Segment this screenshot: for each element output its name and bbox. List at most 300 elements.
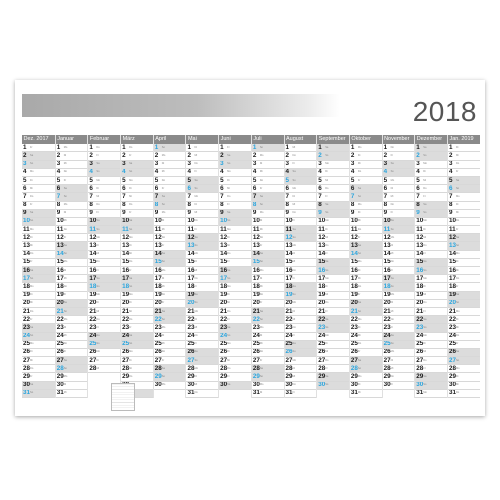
day-cell [121, 152, 153, 160]
day-cell [448, 226, 480, 234]
weekday-label: Di [63, 325, 67, 329]
day-number: 10 [56, 217, 64, 225]
day-cell [350, 382, 382, 390]
weekday-label: Do [455, 219, 460, 223]
weekday-label: Mo [325, 162, 329, 166]
day-cell [285, 373, 317, 381]
day-number: 8 [23, 201, 27, 209]
day-number: 15 [56, 258, 64, 266]
day-cell [285, 144, 317, 152]
day-number: 14 [154, 250, 162, 258]
weekday-label: Mi [325, 293, 328, 297]
weekday-label: Mi [194, 268, 198, 272]
day-number: 6 [56, 185, 61, 192]
weekday-label: Fr [325, 309, 328, 313]
weekday-label: So [129, 170, 133, 174]
day-cell [252, 365, 284, 373]
day-number: 18 [318, 283, 326, 290]
weekday-label: So [129, 342, 133, 346]
weekday-label: Fr [455, 342, 459, 346]
day-cell [285, 161, 317, 169]
day-cell [154, 275, 186, 283]
month-column [382, 135, 415, 398]
day-cell [383, 300, 415, 308]
month-header: Oktober [350, 135, 382, 144]
day-cell [383, 349, 415, 357]
day-cell [317, 316, 349, 324]
day-cell [383, 324, 415, 332]
day-number: 22 [154, 316, 162, 323]
day-cell [154, 193, 186, 201]
day-cell [186, 161, 218, 169]
weekday-label: Di [390, 358, 394, 362]
day-number: 10 [154, 217, 162, 225]
day-number: 16 [285, 267, 293, 274]
day-cell [285, 267, 317, 275]
weekday-label: Mo [161, 325, 166, 329]
day-number: 19 [448, 291, 456, 299]
day-cell [219, 152, 251, 160]
weekday-label: Di [96, 244, 99, 248]
day-cell [285, 226, 317, 234]
weekday-label: Sa [357, 358, 362, 362]
day-cell [252, 382, 284, 390]
day-cell [121, 169, 153, 177]
day-cell [383, 259, 415, 267]
day-cell [56, 333, 88, 341]
day-number: 5 [154, 176, 159, 184]
day-number: 12 [23, 234, 31, 241]
weekday-label: Mi [357, 162, 361, 166]
day-number: 20 [416, 299, 424, 307]
weekday-label: Fr [325, 194, 328, 198]
weekday-label: Sa [30, 268, 34, 272]
month-column [414, 135, 447, 398]
day-number: 25 [416, 340, 424, 348]
day-number: 17 [383, 275, 391, 282]
weekday-label: Do [30, 309, 34, 313]
day-number: 17 [318, 275, 326, 282]
day-number: 22 [416, 316, 424, 323]
weekday-label: Do [227, 252, 231, 256]
weekday-label: Fr [30, 203, 33, 207]
day-cell [88, 202, 120, 210]
weekday-label: Fr [390, 383, 394, 387]
day-number: 31 [448, 389, 456, 397]
day-cell [219, 308, 251, 316]
day-cell [154, 308, 186, 316]
day-number: 13 [122, 242, 130, 250]
day-number: 10 [122, 217, 130, 225]
weekday-label: Do [390, 375, 394, 379]
day-cell [121, 341, 153, 349]
day-number: 30 [220, 381, 228, 389]
weekday-label: Mi [259, 342, 263, 346]
weekday-label: Fr [259, 186, 263, 190]
day-cell [186, 316, 218, 324]
day-cell [88, 267, 120, 275]
weekday-label: Fr [292, 391, 295, 395]
day-number: 3 [416, 160, 420, 168]
day-cell [22, 267, 55, 275]
day-number: 12 [252, 234, 260, 241]
weekday-label: Mo [292, 244, 297, 248]
weekday-label: Sa [455, 293, 460, 297]
weekday-label: Di [423, 342, 426, 346]
month-column [251, 135, 284, 398]
weekday-label: Do [292, 325, 296, 329]
day-cell [121, 373, 153, 381]
weekday-label: Mo [423, 334, 427, 338]
day-number: 23 [383, 324, 391, 331]
day-number: 30 [448, 381, 456, 389]
day-number: 2 [23, 152, 27, 159]
weekday-label: Di [63, 268, 67, 272]
day-cell [56, 373, 88, 381]
day-cell [88, 341, 120, 349]
day-cell [448, 324, 480, 332]
day-cell [88, 333, 120, 341]
day-number: 26 [318, 348, 326, 356]
day-number: 2 [318, 152, 322, 159]
day-cell [56, 161, 88, 169]
day-number: 11 [187, 226, 195, 233]
day-cell [56, 169, 88, 177]
day-number: 31 [56, 389, 64, 397]
weekday-label: Sa [161, 194, 165, 198]
day-cell [121, 242, 153, 250]
day-cell [22, 144, 55, 152]
day-number: 15 [252, 258, 260, 266]
day-cell [186, 251, 218, 259]
weekday-label: Mi [325, 178, 328, 182]
day-cell [285, 300, 317, 308]
day-number: 2 [350, 152, 355, 159]
day-cell [56, 316, 88, 324]
day-number: 22 [56, 316, 64, 323]
day-number: 20 [56, 299, 64, 307]
day-number: 17 [154, 275, 162, 282]
day-cell [56, 234, 88, 242]
day-number: 26 [350, 348, 358, 356]
day-cell [56, 152, 88, 160]
weekday-label: Mo [227, 342, 231, 346]
weekday-label: Do [63, 170, 68, 174]
weekday-label: Fr [390, 268, 394, 272]
day-cell [415, 275, 447, 283]
day-cell [317, 275, 349, 283]
day-cell [154, 267, 186, 275]
weekday-label: Fr [30, 260, 33, 264]
day-number: 17 [448, 275, 456, 282]
day-cell [350, 267, 382, 275]
day-number: 8 [416, 201, 420, 209]
day-cell [121, 300, 153, 308]
day-cell [448, 234, 480, 242]
weekday-label: So [227, 219, 231, 223]
weekday-label: Di [357, 383, 361, 387]
day-cell [383, 292, 415, 300]
day-cell [56, 267, 88, 275]
weekday-label: Sa [292, 170, 296, 174]
day-cell [154, 324, 186, 332]
day-number: 17 [350, 275, 358, 282]
day-number: 24 [252, 332, 260, 340]
weekday-label: Sa [30, 153, 34, 157]
day-number: 25 [187, 340, 195, 348]
weekday-label: Sa [129, 162, 133, 166]
month-header: Dezember [415, 135, 447, 144]
day-cell [448, 365, 480, 373]
day-cell [121, 283, 153, 291]
day-number: 2 [122, 152, 126, 159]
day-number: 26 [154, 348, 162, 356]
day-number: 13 [154, 242, 162, 250]
day-number: 8 [56, 201, 61, 209]
day-cell [415, 267, 447, 275]
weekday-label: Sa [194, 178, 198, 182]
day-cell [317, 373, 349, 381]
weekday-label: So [423, 153, 427, 157]
day-number: 8 [154, 201, 159, 209]
weekday-label: Di [194, 145, 197, 149]
day-number: 3 [383, 160, 388, 168]
day-cell [415, 218, 447, 226]
weekday-label: Fr [129, 211, 132, 215]
day-number: 14 [89, 250, 97, 258]
day-cell [383, 185, 415, 193]
day-number: 22 [252, 316, 260, 323]
day-number: 19 [350, 291, 358, 299]
day-number: 28 [154, 365, 162, 372]
weekday-label: Do [194, 391, 198, 395]
weekday-label: So [423, 268, 427, 272]
day-number: 31 [252, 389, 260, 397]
weekday-label: Mo [161, 268, 166, 272]
weekday-label: Di [259, 391, 263, 395]
day-cell [121, 267, 153, 275]
day-number: 7 [154, 193, 159, 200]
day-number: 29 [318, 373, 326, 381]
day-number: 17 [122, 275, 130, 282]
day-cell [88, 210, 120, 218]
weekday-label: Mi [423, 293, 426, 297]
day-cell [350, 202, 382, 210]
day-number: 13 [89, 242, 97, 250]
day-number: 24 [285, 332, 293, 340]
weekday-label: Di [63, 153, 67, 157]
weekday-label: Mo [357, 203, 362, 207]
weekday-label: So [63, 252, 67, 256]
day-number: 31 [285, 389, 293, 397]
day-cell [350, 308, 382, 316]
weekday-label: Mo [96, 293, 100, 297]
day-number: 14 [187, 250, 195, 258]
day-cell [448, 251, 480, 259]
day-cell [252, 373, 284, 381]
day-cell [186, 169, 218, 177]
day-cell [56, 185, 88, 193]
weekday-label: Mo [325, 219, 329, 223]
day-cell [121, 202, 153, 210]
day-cell [252, 144, 284, 152]
day-number: 23 [122, 324, 130, 331]
weekday-label: Fr [96, 211, 99, 215]
day-number: 19 [285, 291, 293, 299]
weekday-label: Mo [390, 178, 395, 182]
weekday-label: Mo [129, 235, 133, 239]
weekday-label: Fr [227, 317, 230, 321]
day-cell [285, 365, 317, 373]
weekday-label: So [161, 145, 165, 149]
day-cell [317, 341, 349, 349]
weekday-label: Sa [325, 203, 329, 207]
weekday-label: Do [227, 309, 231, 313]
day-cell [383, 275, 415, 283]
weekday-label: Mi [129, 252, 132, 256]
day-cell [56, 251, 88, 259]
day-number: 17 [220, 275, 228, 282]
day-number: 12 [350, 234, 358, 241]
day-cell [121, 292, 153, 300]
weekday-label: Do [423, 301, 427, 305]
day-cell [56, 292, 88, 300]
day-number: 20 [154, 299, 162, 307]
day-cell [121, 275, 153, 283]
day-number: 16 [252, 267, 260, 274]
day-cell [154, 169, 186, 177]
day-number: 9 [448, 209, 453, 217]
day-cell [383, 365, 415, 373]
weekday-label: So [292, 350, 296, 354]
day-number: 23 [448, 324, 456, 331]
day-number: 25 [252, 340, 260, 348]
day-number: 23 [350, 324, 358, 331]
weekday-label: Di [357, 325, 361, 329]
weekday-label: Sa [129, 276, 133, 280]
weekday-label: Di [455, 260, 459, 264]
day-cell [88, 300, 120, 308]
weekday-label: Sa [259, 194, 263, 198]
day-cell [219, 193, 251, 201]
day-cell [121, 349, 153, 357]
weekday-label: Mi [161, 227, 165, 231]
weekday-label: Fr [227, 145, 230, 149]
day-cell [252, 316, 284, 324]
day-cell [285, 292, 317, 300]
weekday-label: Sa [390, 334, 394, 338]
day-cell [285, 341, 317, 349]
weekday-label: Mi [96, 309, 100, 313]
weekday-label: Fr [227, 203, 230, 207]
month-header: Januar [56, 135, 88, 144]
weekday-label: Mi [292, 145, 296, 149]
weekday-label: Mi [423, 235, 426, 239]
day-number: 7 [318, 193, 322, 200]
day-number: 26 [122, 348, 130, 356]
day-number: 31 [416, 389, 424, 397]
day-number: 5 [350, 176, 355, 184]
weekday-label: Di [292, 194, 295, 198]
day-cell [121, 259, 153, 267]
weekday-label: Mo [259, 268, 264, 272]
weekday-label: Fr [63, 235, 67, 239]
day-number: 6 [23, 185, 27, 192]
day-cell [186, 144, 218, 152]
day-number: 28 [350, 365, 358, 372]
day-number: 4 [416, 168, 420, 176]
weekday-label: Sa [259, 366, 263, 370]
day-number: 26 [187, 348, 195, 356]
day-cell [219, 333, 251, 341]
day-number: 27 [318, 357, 326, 364]
weekday-label: So [259, 145, 263, 149]
day-number: 10 [318, 217, 326, 225]
weekday-label: Di [96, 186, 99, 190]
day-cell [415, 341, 447, 349]
day-number: 16 [318, 267, 326, 274]
day-cell [285, 349, 317, 357]
day-cell [56, 275, 88, 283]
weekday-label: Do [129, 260, 133, 264]
day-cell [22, 324, 55, 332]
day-number: 8 [187, 201, 191, 209]
day-cell [186, 300, 218, 308]
month-column [153, 135, 186, 398]
weekday-label: So [259, 375, 263, 379]
day-cell [317, 365, 349, 373]
day-number: 16 [89, 267, 97, 274]
weekday-label: Mo [161, 211, 166, 215]
weekday-label: Sa [455, 178, 460, 182]
day-number: 19 [416, 291, 424, 299]
day-cell [285, 169, 317, 177]
day-number: 2 [416, 152, 420, 159]
weekday-label: So [194, 301, 198, 305]
day-cell [121, 226, 153, 234]
day-cell [154, 382, 186, 390]
day-cell [415, 202, 447, 210]
weekday-label: Di [259, 334, 263, 338]
day-cell [383, 242, 415, 250]
day-cell [317, 259, 349, 267]
weekday-label: Mo [357, 145, 362, 149]
weekday-label: So [325, 325, 329, 329]
weekday-label: So [292, 293, 296, 297]
header-gradient-bar [22, 94, 340, 117]
weekday-label: Do [390, 260, 394, 264]
day-number: 5 [220, 176, 224, 184]
weekday-label: Mi [30, 244, 33, 248]
day-cell [219, 324, 251, 332]
day-cell [350, 292, 382, 300]
day-number: 9 [252, 209, 257, 217]
weekday-label: Do [292, 211, 296, 215]
day-cell [186, 373, 218, 381]
weekday-label: Sa [129, 219, 133, 223]
day-number: 2 [89, 152, 93, 159]
day-number: 9 [56, 209, 61, 217]
weekday-label: So [96, 342, 100, 346]
weekday-label: Sa [161, 309, 165, 313]
day-number: 6 [89, 185, 93, 192]
day-cell [317, 357, 349, 365]
weekday-label: Sa [325, 260, 329, 264]
day-cell [56, 324, 88, 332]
weekday-label: Mo [357, 375, 362, 379]
day-cell [317, 349, 349, 357]
day-cell [415, 144, 447, 152]
